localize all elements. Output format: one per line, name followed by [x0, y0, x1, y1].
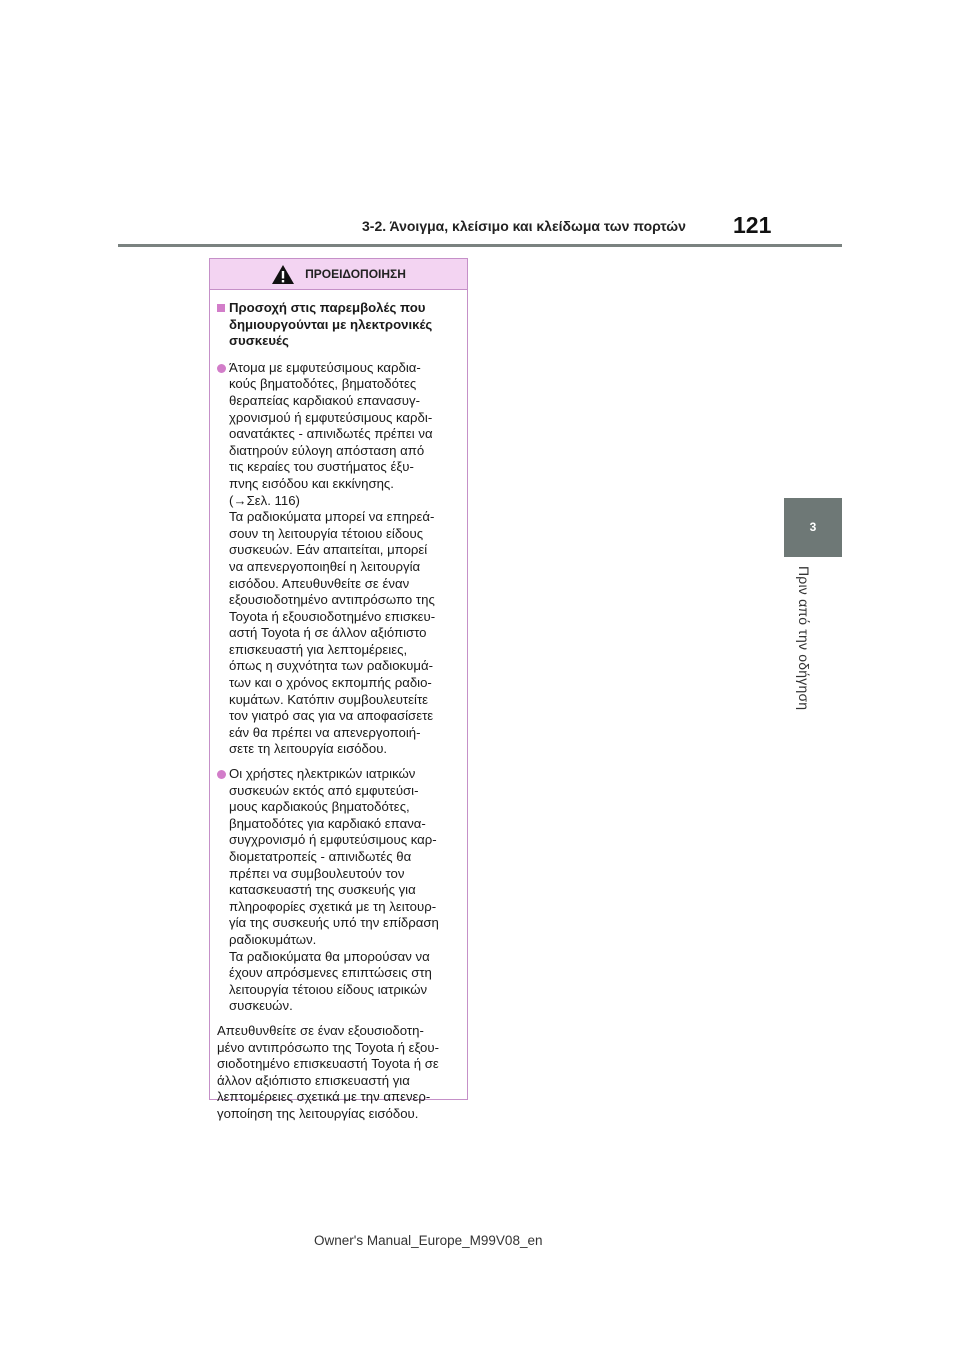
- warning-section-title-text: Προσοχή στις παρεμβολές που δημιουργούνται με ηλεκτρονικές συσκευές: [229, 300, 433, 349]
- circle-bullet-icon: [217, 364, 226, 373]
- chapter-title-vertical: Πριν από την οδήγηση: [796, 566, 812, 711]
- warning-triangle-icon: [271, 264, 295, 285]
- warning-item: [217, 766, 459, 1015]
- header-divider: [118, 244, 842, 247]
- footer-manual-id: Owner's Manual_Europe_M99V08_en: [314, 1233, 543, 1248]
- warning-body: [210, 290, 467, 1123]
- warning-closing-text: Απευθυνθείτε σε έναν εξουσιοδοτη- μένο αντιπρόσωπο της Toyota ή εξου- σιοδοτημένο επισκευαστή Toyota ή σε άλλον αξιόπιστο επισκευαστή για λεπτομέρειες σχετικά με την απενερ- γοποίηση της λειτουργίας εισόδου.: [217, 1022, 439, 1121]
- warning-item-text: Άτομα με εμφυτεύσιμους καρδια- κούς βηματοδότες, βηματοδότες θεραπείας καρδιακού επανασυγ- χρονισμού ή εμφυτεύσιμους καρδι- οανατάκτες - απινιδωτές πρέπει να διατηρούν εύλογη απόσταση από τις κεραίες του συστήματος έξυ- πνης εισόδου και εκκίνησης. (→Σελ. 116) Τα ραδιοκύματα μπορεί να επηρεά- σουν τη λειτουργία τέτοιου είδους συσκευών. Εάν απαιτείται, μπορεί να απενεργοποιηθεί η λειτουργία εισόδου. Απευθυνθείτε σε έναν εξουσιοδοτημένο αντιπρόσωπο της Toyota ή εξουσιοδοτημένο επισκευ- αστή Toyota ή σε άλλον αξιόπιστο επισκευαστή για λεπτομέρειες, όπως η συχνότητα των ραδιοκυμά- των και ο χρόνος εκπομπής ραδιο- κυμάτων. Κατόπιν συμβουλευτείτε τον γιατρό σας για να αποφασίσετε εάν θα πρέπει να απενεργοποιή- σετε τη λειτουργία εισόδου.: [229, 359, 436, 757]
- chapter-tab: 3: [784, 498, 842, 557]
- warning-item: [217, 360, 459, 758]
- warning-item-text: Οι χρήστες ηλεκτρικών ιατρικών συσκευών εκτός από εμφυτεύσι- μους καρδιακούς βηματοδότες, βηματοδότες για καρδιακό επανα- συγχρονισμό ή εμφυτεύσιμους καρ- διομετατροπείς - απινιδωτές θα πρέπει να συμβουλευτούν τον κατασκευαστή της συσκευής για πληροφορίες σχετικά με τη λειτουρ- γία της συσκευής υπό την επίδραση ραδιοκυμάτων. Τα ραδιοκύματα θα μπορούσαν να έχουν απρόσμενες επιπτώσεις στη λειτουργία τέτοιου είδους ιατρικών συσκευών.: [229, 766, 439, 1014]
- circle-bullet-icon: [217, 770, 226, 779]
- warning-header: [210, 259, 467, 290]
- warning-heading: ΠΡΟΕΙΔΟΠΟΙΗΣΗ: [305, 267, 406, 281]
- square-bullet-icon: [217, 304, 225, 312]
- page-number: 121: [733, 212, 772, 238]
- warning-section-title: [217, 300, 459, 350]
- section-header-title: 3-2. Άνοιγμα, κλείσιμο και κλείδωμα των πορτών: [362, 218, 686, 234]
- warning-box: [209, 258, 468, 1121]
